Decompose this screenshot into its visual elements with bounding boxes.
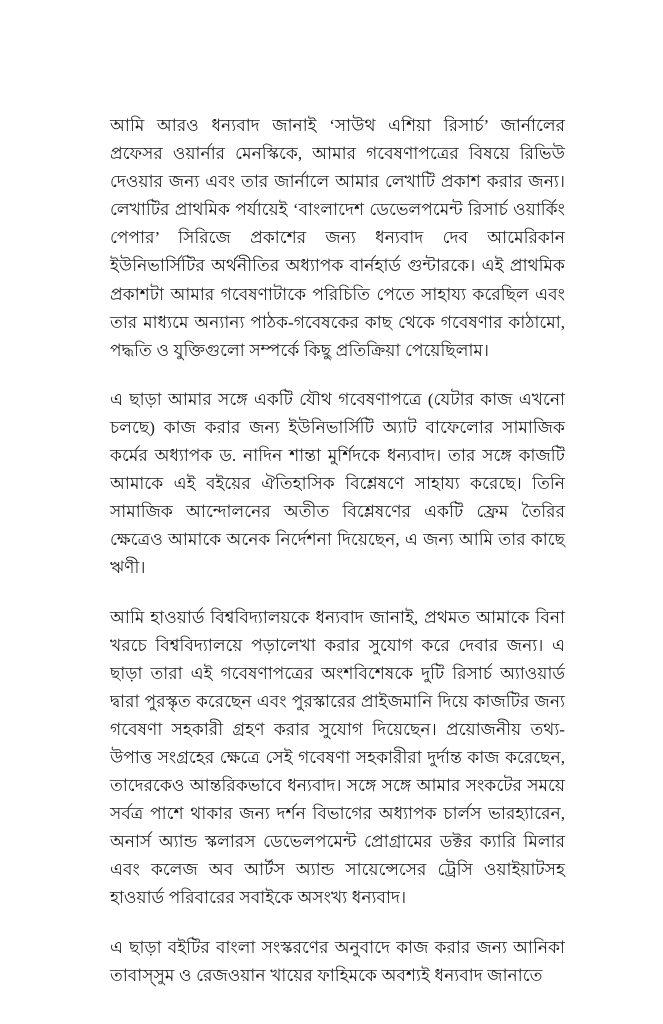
document-text-body (110, 112, 565, 990)
paragraph-2: এ ছাড়া আমার সঙ্গে একটি যৌথ গবেষণাপত্রে (যেটার কাজ এখনো চলছে) কাজ করার জন্য ইউনিভার্সিটি অ্যাট বাফেলোর সামাজিক কর্মের অধ্যাপক ড. নাদিন শান্তা মুর্শিদকে ধন্যবাদ। তার সঙ্গে কাজটি আমাকে এই বইয়ের ঐতিহাসিক বিশ্লেষণে সাহায্য করেছে। তিনি সামাজিক আন্দোলনের অতীত বিশ্লেষণের একটি ফ্রেম তৈরির ক্ষেত্রেও আমাকে অনেক নির্দেশনা দিয়েছেন, এ জন্য আমি তার কাছে ঋণী। (110, 389, 565, 578)
paragraph-1: আমি আরও ধন্যবাদ জানাই ‘সাউথ এশিয়া রিসার্চ’ জার্নালের প্রফেসর ওয়ার্নার মেনস্কিকে, আমার গবেষণাপত্রের বিষয়ে রিভিউ দেওয়ার জন্য এবং তার জার্নালে আমার লেখাটি প্রকাশ করার জন্য। লেখাটির প্রাথমিক পর্যায়েই ‘বাংলাদেশ ডেভেলপমেন্ট রিসার্চ ওয়ার্কিং পেপার’ সিরিজে প্রকাশের জন্য ধন্যবাদ দেব আমেরিকান ইউনিভার্সিটির অর্থনীতির অধ্যাপক বার্নহার্ড গুন্টারকে। এই প্রাথমিক প্রকাশটা আমার গবেষণাটাকে পরিচিতি পেতে সাহায্য করেছিল এবং তার মাধ্যমে অন্যান্য পাঠক-গবেষকের কাছ থেকে গবেষণার কাঠামো, পদ্ধতি ও যুক্তিগুলো সম্পর্কে কিছু প্রতিক্রিয়া পেয়েছিলাম। (110, 116, 565, 360)
paragraph-3: আমি হাওয়ার্ড বিশ্ববিদ্যালয়কে ধন্যবাদ জানাই, প্রথমত আমাকে বিনা খরচে বিশ্ববিদ্যালয়ে পড়ালেখা করার সুযোগ করে দেবার জন্য। এ ছাড়া তারা এই গবেষণাপত্রের অংশবিশেষকে দুটি রিসার্চ অ্যাওয়ার্ড দ্বারা পুরস্কৃত করেছেন এবং পুরস্কারের প্রাইজমানি দিয়ে কাজটির জন্য গবেষণা সহকারী গ্রহণ করার সুযোগ দিয়েছেন। প্রয়োজনীয় তথ্য-উপাত্ত সংগ্রহের ক্ষেত্রে সেই গবেষণা সহকারীরা দুর্দান্ত কাজ করেছেন, তাদেরকেও আন্তরিকভাবে ধন্যবাদ। সঙ্গে সঙ্গে আমার সংকটের সময়ে সর্বত্র পাশে থাকার জন্য দর্শন বিভাগের অধ্যাপক চার্লস ভারহ্যারেন, অনার্স অ্যান্ড স্কলারস ডেভেলপমেন্ট প্রোগ্রামের ডক্টর ক্যারি মিলার এবং কলেজ অব আর্টস অ্যান্ড সায়েন্সেসের ট্রেসি ওয়াইয়াটসহ হাওয়ার্ড পরিবারের সবাইকে অসংখ্য ধন্যবাদ। (110, 607, 565, 908)
paragraph-4: এ ছাড়া বইটির বাংলা সংস্করণের অনুবাদে কাজ করার জন্য আনিকা তাবাস্সুম ও রেজওয়ান খায়ের ফাহিমকে অবশ্যই ধন্যবাদ জানাতে (110, 937, 565, 985)
